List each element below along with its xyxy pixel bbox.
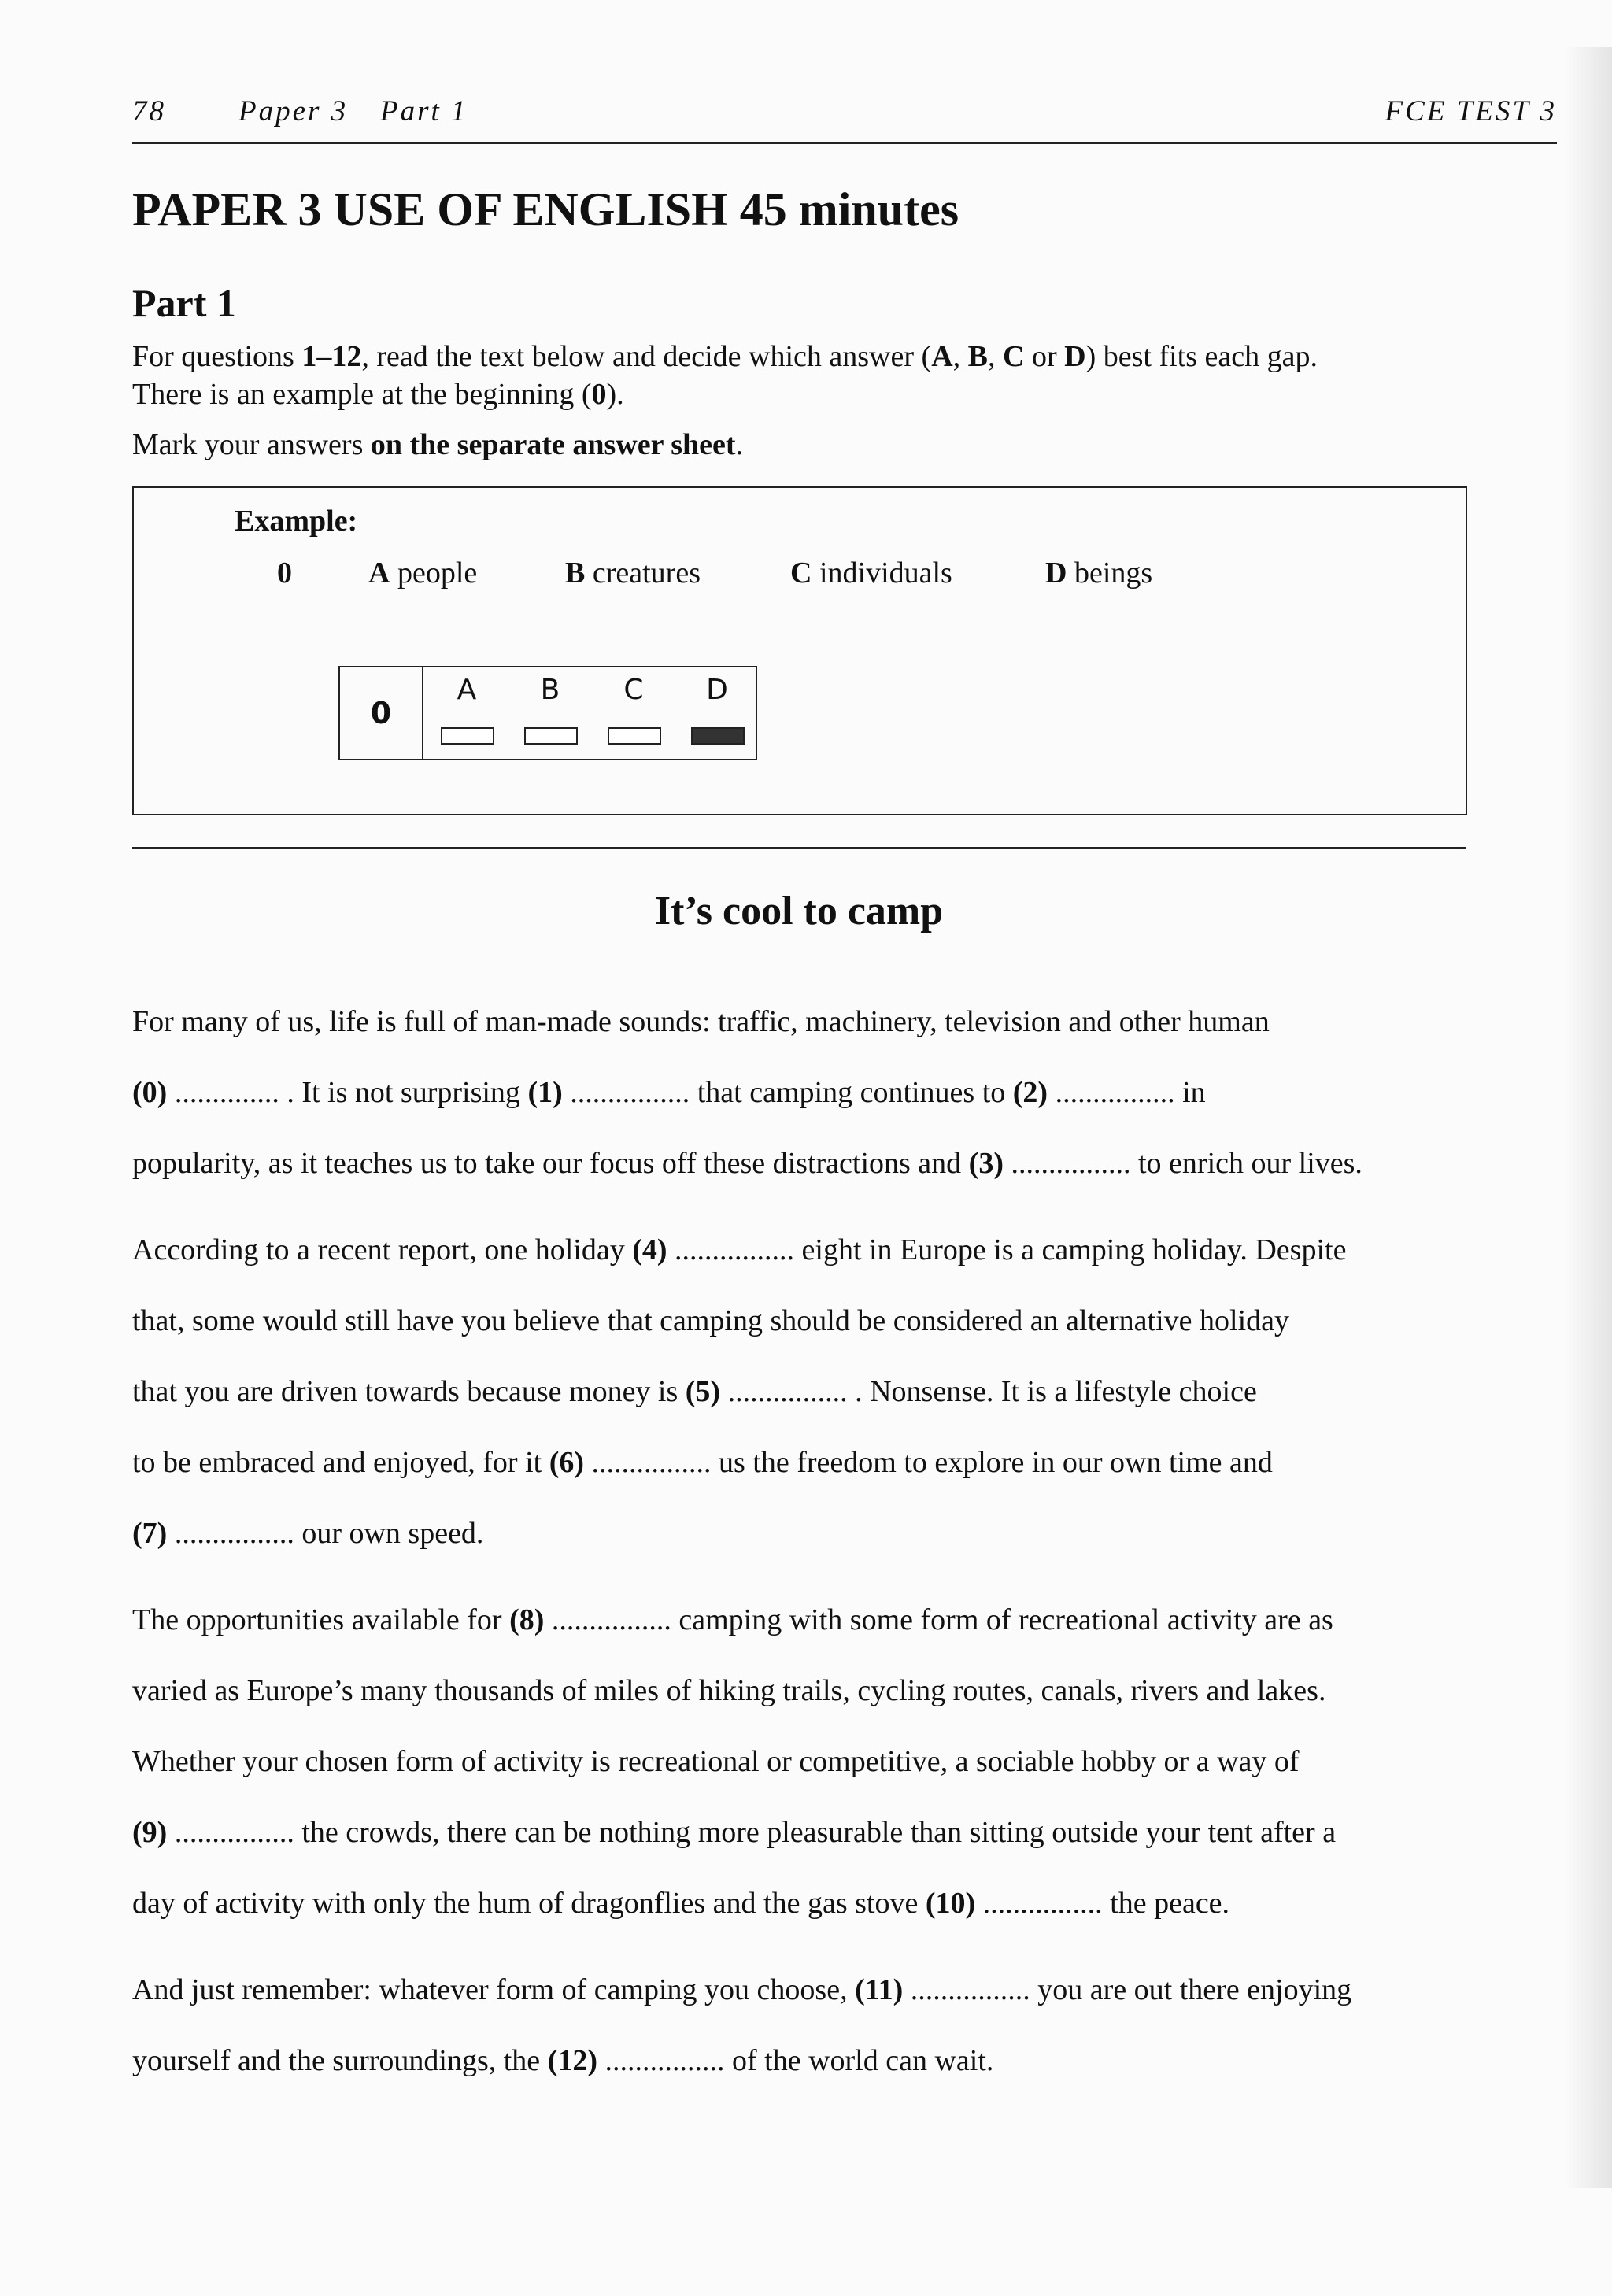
header-part: Part 1 — [380, 95, 468, 128]
passage-line: popularity, as it teaches us to take our focus off these distractions and (3) ................ to enrich our lives. — [132, 1147, 1362, 1180]
example-number: 0 — [277, 556, 292, 590]
answer-grid-number: 0 — [340, 667, 423, 759]
example-option-c: C individuals — [790, 556, 952, 590]
scan-edge-shadow — [1565, 47, 1612, 2188]
passage-line: that you are driven towards because money is (5) ................ . Nonsense. It is a lifestyle choice — [132, 1375, 1257, 1408]
paper-title: PAPER 3 USE OF ENGLISH 45 minutes — [132, 183, 959, 235]
passage-line: (0) .............. . It is not surprising (1) ................ that camping continues to (2) ................ in — [132, 1076, 1206, 1109]
header-paper: Paper 3 — [238, 95, 349, 128]
answer-bubble-b[interactable] — [524, 727, 578, 745]
answer-bubble-a[interactable] — [441, 727, 494, 745]
passage-line: The opportunities available for (8) ................ camping with some form of recreational activity are as — [132, 1603, 1333, 1636]
passage-line: yourself and the surroundings, the (12) ................ of the world can wait. — [132, 2044, 994, 2077]
instructions-line-3: Mark your answers on the separate answer sheet. — [132, 428, 744, 461]
example-option-a: A people — [368, 556, 478, 590]
passage-line: (7) ................ our own speed. — [132, 1517, 484, 1550]
passage-title: It’s cool to camp — [654, 889, 944, 934]
answer-bubble-c[interactable] — [608, 727, 661, 745]
answer-grid-letter-c: C — [623, 674, 644, 706]
passage-line: varied as Europe’s many thousands of miles of hiking trails, cycling routes, canals, rivers and lakes. — [132, 1674, 1326, 1707]
passage-line: According to a recent report, one holiday (4) ................ eight in Europe is a camping holiday. Despite — [132, 1233, 1347, 1266]
instructions-line-2: There is an example at the beginning (0). — [132, 378, 624, 411]
passage-line: (9) ................ the crowds, there can be nothing more pleasurable than sitting outside your tent after a — [132, 1816, 1337, 1849]
passage-line: Whether your chosen form of activity is recreational or competitive, a sociable hobby or a way of — [132, 1745, 1300, 1778]
part-title: Part 1 — [132, 281, 236, 325]
header-rule — [132, 142, 1557, 144]
page-number: 78 — [132, 95, 166, 128]
passage-line: day of activity with only the hum of dragonflies and the gas stove (10) ................ the peace. — [132, 1887, 1230, 1920]
example-label: Example: — [235, 505, 358, 538]
example-option-d: D beings — [1045, 556, 1153, 590]
passage-line: For many of us, life is full of man-made sounds: traffic, machinery, television and other human — [132, 1005, 1270, 1038]
answer-grid-letter-d: D — [706, 674, 728, 706]
example-option-b: B creatures — [565, 556, 701, 590]
header-test: FCE TEST 3 — [1385, 95, 1557, 128]
answer-grid-letter-b: B — [540, 674, 560, 706]
passage-line: that, some would still have you believe that camping should be considered an alternative holiday — [132, 1304, 1289, 1337]
passage-line: And just remember: whatever form of camping you choose, (11) ................ you are out there enjoying — [132, 1973, 1352, 2006]
example-box — [132, 486, 1467, 815]
passage-line: to be embraced and enjoyed, for it (6) ................ us the freedom to explore in our own time and — [132, 1446, 1273, 1479]
answer-grid-letter-a: A — [457, 674, 477, 706]
instructions-line-1: For questions 1–12, read the text below and decide which answer (A, B, C or D) best fits each gap. — [132, 340, 1318, 373]
section-rule — [132, 847, 1466, 849]
running-header — [132, 87, 1557, 142]
answer-bubble-d-selected[interactable] — [691, 727, 745, 745]
example-answer-grid — [338, 666, 757, 760]
